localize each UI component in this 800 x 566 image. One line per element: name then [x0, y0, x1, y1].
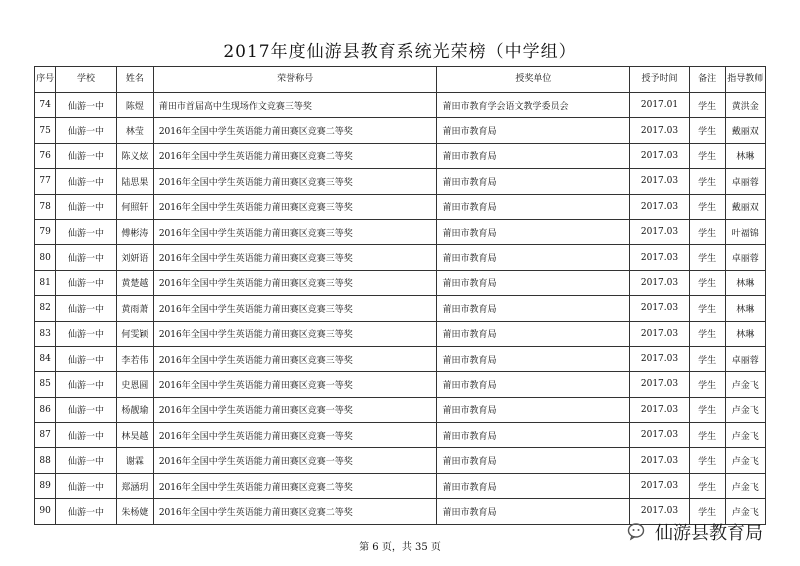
header-note: 备注	[689, 67, 725, 93]
cell-teacher: 林琳	[725, 143, 765, 168]
cell-name: 朱杨婕	[116, 499, 153, 524]
cell-name: 史恩圆	[116, 372, 153, 397]
cell-name: 杨靓瑜	[116, 397, 153, 422]
cell-teacher: 戴丽双	[725, 194, 765, 219]
cell-note: 学生	[689, 448, 725, 473]
cell-no: 81	[35, 270, 56, 295]
cell-name: 陆思果	[116, 169, 153, 194]
cell-note: 学生	[689, 397, 725, 422]
cell-teacher: 卢金飞	[725, 372, 765, 397]
cell-date: 2017.03	[630, 448, 689, 473]
cell-award: 2016年全国中学生英语能力莆田赛区竞赛二等奖	[153, 143, 437, 168]
cell-award: 2016年全国中学生英语能力莆田赛区竞赛三等奖	[153, 321, 437, 346]
table-row	[35, 296, 766, 321]
table-row	[35, 372, 766, 397]
header-award: 荣誉称号	[153, 67, 437, 93]
table-row	[35, 423, 766, 448]
cell-teacher: 戴丽双	[725, 118, 765, 143]
cell-no: 77	[35, 169, 56, 194]
cell-name: 林莹	[116, 118, 153, 143]
header-school: 学校	[56, 67, 117, 93]
header-org: 授奖单位	[437, 67, 630, 93]
cell-name: 李若伟	[116, 346, 153, 371]
cell-no: 83	[35, 321, 56, 346]
cell-name: 刘妍语	[116, 245, 153, 270]
cell-org: 莆田市教育局	[437, 321, 630, 346]
table-row	[35, 194, 766, 219]
cell-award: 2016年全国中学生英语能力莆田赛区竞赛一等奖	[153, 423, 437, 448]
cell-no: 80	[35, 245, 56, 270]
honor-table	[34, 66, 766, 525]
cell-name: 何雯颖	[116, 321, 153, 346]
table-row	[35, 245, 766, 270]
cell-school: 仙游一中	[56, 296, 117, 321]
cell-date: 2017.03	[630, 194, 689, 219]
cell-award: 莆田市首届高中生现场作文竞赛三等奖	[153, 93, 437, 118]
cell-no: 78	[35, 194, 56, 219]
table-row	[35, 397, 766, 422]
cell-award: 2016年全国中学生英语能力莆田赛区竞赛三等奖	[153, 296, 437, 321]
cell-teacher: 叶福锦	[725, 219, 765, 244]
cell-school: 仙游一中	[56, 270, 117, 295]
table-row	[35, 118, 766, 143]
cell-school: 仙游一中	[56, 448, 117, 473]
cell-org: 莆田市教育局	[437, 143, 630, 168]
table-row	[35, 321, 766, 346]
table-row	[35, 143, 766, 168]
cell-school: 仙游一中	[56, 423, 117, 448]
cell-date: 2017.03	[630, 245, 689, 270]
cell-org: 莆田市教育局	[437, 499, 630, 524]
cell-no: 85	[35, 372, 56, 397]
cell-teacher: 卢金飞	[725, 448, 765, 473]
cell-school: 仙游一中	[56, 93, 117, 118]
header-no: 序号	[35, 67, 56, 93]
cell-name: 傅彬涛	[116, 219, 153, 244]
cell-org: 莆田市教育局	[437, 245, 630, 270]
cell-date: 2017.03	[630, 118, 689, 143]
cell-school: 仙游一中	[56, 219, 117, 244]
cell-award: 2016年全国中学生英语能力莆田赛区竞赛一等奖	[153, 397, 437, 422]
cell-school: 仙游一中	[56, 499, 117, 524]
cell-teacher: 林琳	[725, 321, 765, 346]
cell-date: 2017.03	[630, 219, 689, 244]
cell-note: 学生	[689, 346, 725, 371]
cell-teacher: 卓丽蓉	[725, 245, 765, 270]
cell-teacher: 卓丽蓉	[725, 169, 765, 194]
cell-date: 2017.03	[630, 169, 689, 194]
cell-teacher: 卢金飞	[725, 473, 765, 498]
cell-date: 2017.03	[630, 321, 689, 346]
cell-school: 仙游一中	[56, 245, 117, 270]
cell-teacher: 林琳	[725, 270, 765, 295]
cell-date: 2017.03	[630, 143, 689, 168]
cell-org: 莆田市教育局	[437, 448, 630, 473]
cell-no: 87	[35, 423, 56, 448]
cell-award: 2016年全国中学生英语能力莆田赛区竞赛三等奖	[153, 169, 437, 194]
page-title: 2017年度仙游县教育系统光荣榜（中学组）	[223, 42, 577, 62]
cell-no: 75	[35, 118, 56, 143]
cell-org: 莆田市教育局	[437, 423, 630, 448]
cell-note: 学生	[689, 473, 725, 498]
cell-school: 仙游一中	[56, 473, 117, 498]
cell-no: 76	[35, 143, 56, 168]
cell-date: 2017.03	[630, 397, 689, 422]
cell-note: 学生	[689, 169, 725, 194]
cell-no: 88	[35, 448, 56, 473]
cell-name: 何照轩	[116, 194, 153, 219]
cell-school: 仙游一中	[56, 194, 117, 219]
cell-teacher: 卢金飞	[725, 397, 765, 422]
cell-org: 莆田市教育局	[437, 473, 630, 498]
cell-school: 仙游一中	[56, 372, 117, 397]
cell-award: 2016年全国中学生英语能力莆田赛区竞赛二等奖	[153, 473, 437, 498]
cell-name: 郑涵玥	[116, 473, 153, 498]
cell-date: 2017.01	[630, 93, 689, 118]
cell-org: 莆田市教育局	[437, 296, 630, 321]
watermark-text: 仙游县教育局	[655, 523, 763, 544]
cell-date: 2017.03	[630, 296, 689, 321]
cell-org: 莆田市教育学会语文教学委员会	[437, 93, 630, 118]
wechat-official-account-icon	[627, 522, 649, 542]
cell-school: 仙游一中	[56, 143, 117, 168]
cell-org: 莆田市教育局	[437, 219, 630, 244]
header-date: 授予时间	[630, 67, 689, 93]
cell-award: 2016年全国中学生英语能力莆田赛区竞赛三等奖	[153, 270, 437, 295]
cell-award: 2016年全国中学生英语能力莆田赛区竞赛一等奖	[153, 372, 437, 397]
cell-no: 82	[35, 296, 56, 321]
header-teacher: 指导教师	[725, 67, 765, 93]
cell-award: 2016年全国中学生英语能力莆田赛区竞赛三等奖	[153, 219, 437, 244]
cell-award: 2016年全国中学生英语能力莆田赛区竞赛三等奖	[153, 245, 437, 270]
table-row	[35, 270, 766, 295]
cell-name: 陈煜	[116, 93, 153, 118]
cell-note: 学生	[689, 118, 725, 143]
cell-note: 学生	[689, 93, 725, 118]
table-header-row	[35, 67, 766, 93]
cell-note: 学生	[689, 219, 725, 244]
cell-name: 黄雨萧	[116, 296, 153, 321]
cell-teacher: 黄洪金	[725, 93, 765, 118]
cell-no: 79	[35, 219, 56, 244]
cell-date: 2017.03	[630, 372, 689, 397]
cell-award: 2016年全国中学生英语能力莆田赛区竞赛三等奖	[153, 346, 437, 371]
cell-name: 陈义炫	[116, 143, 153, 168]
cell-org: 莆田市教育局	[437, 397, 630, 422]
cell-org: 莆田市教育局	[437, 169, 630, 194]
cell-school: 仙游一中	[56, 169, 117, 194]
table-row	[35, 93, 766, 118]
table-row	[35, 473, 766, 498]
cell-org: 莆田市教育局	[437, 118, 630, 143]
cell-no: 74	[35, 93, 56, 118]
cell-award: 2016年全国中学生英语能力莆田赛区竞赛一等奖	[153, 448, 437, 473]
cell-org: 莆田市教育局	[437, 372, 630, 397]
cell-date: 2017.03	[630, 473, 689, 498]
cell-note: 学生	[689, 423, 725, 448]
cell-note: 学生	[689, 499, 725, 524]
cell-note: 学生	[689, 194, 725, 219]
cell-teacher: 林琳	[725, 296, 765, 321]
header-name: 姓名	[116, 67, 153, 93]
cell-date: 2017.03	[630, 270, 689, 295]
cell-school: 仙游一中	[56, 321, 117, 346]
cell-date: 2017.03	[630, 499, 689, 524]
cell-teacher: 卓丽蓉	[725, 346, 765, 371]
page-footer: 第 6 页，共 35 页	[359, 542, 441, 553]
cell-date: 2017.03	[630, 423, 689, 448]
cell-note: 学生	[689, 321, 725, 346]
cell-school: 仙游一中	[56, 346, 117, 371]
cell-name: 林昊越	[116, 423, 153, 448]
cell-note: 学生	[689, 296, 725, 321]
cell-org: 莆田市教育局	[437, 270, 630, 295]
table-row	[35, 346, 766, 371]
cell-teacher: 卢金飞	[725, 499, 765, 524]
cell-name: 黄楚越	[116, 270, 153, 295]
cell-note: 学生	[689, 245, 725, 270]
watermark	[627, 519, 763, 545]
cell-date: 2017.03	[630, 346, 689, 371]
cell-org: 莆田市教育局	[437, 194, 630, 219]
cell-org: 莆田市教育局	[437, 346, 630, 371]
cell-no: 84	[35, 346, 56, 371]
cell-school: 仙游一中	[56, 397, 117, 422]
table-row	[35, 169, 766, 194]
cell-teacher: 卢金飞	[725, 423, 765, 448]
cell-note: 学生	[689, 372, 725, 397]
cell-award: 2016年全国中学生英语能力莆田赛区竞赛二等奖	[153, 499, 437, 524]
table-row	[35, 219, 766, 244]
cell-award: 2016年全国中学生英语能力莆田赛区竞赛三等奖	[153, 194, 437, 219]
cell-name: 谢霖	[116, 448, 153, 473]
table-row	[35, 448, 766, 473]
cell-no: 90	[35, 499, 56, 524]
cell-school: 仙游一中	[56, 118, 117, 143]
cell-award: 2016年全国中学生英语能力莆田赛区竞赛二等奖	[153, 118, 437, 143]
cell-note: 学生	[689, 270, 725, 295]
cell-note: 学生	[689, 143, 725, 168]
cell-no: 89	[35, 473, 56, 498]
cell-no: 86	[35, 397, 56, 422]
